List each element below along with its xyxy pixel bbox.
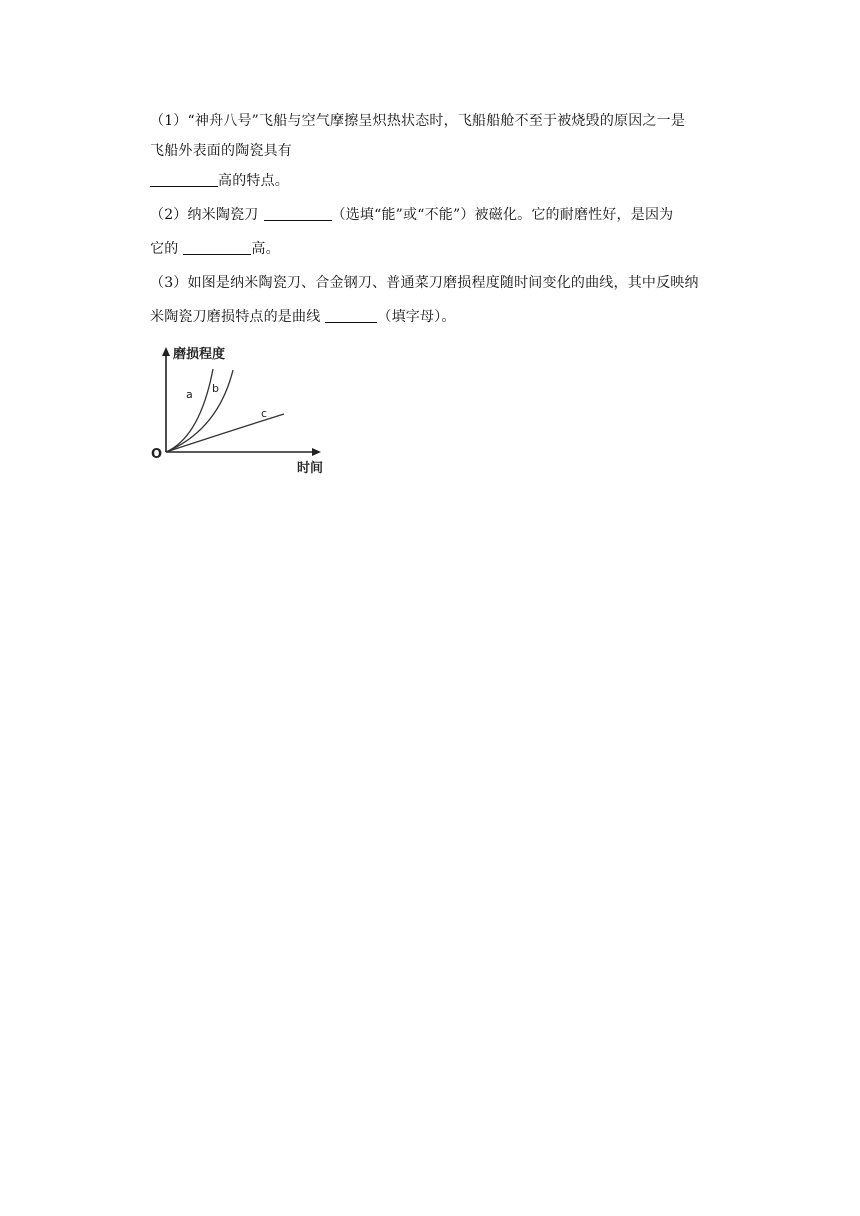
curve-b bbox=[166, 370, 233, 452]
y-axis-label: 磨损程度 bbox=[173, 347, 226, 362]
question-text bbox=[150, 104, 740, 334]
x-axis-arrow-icon bbox=[312, 448, 321, 456]
part1-line2: 飞船外表面的陶瓷具有 bbox=[150, 143, 292, 159]
part3-line1: （3）如图是纳米陶瓷刀、合金钢刀、普通菜刀磨损程度随时间变化的曲线，其中反映纳 bbox=[150, 275, 699, 291]
part3-line2-before: 米陶瓷刀磨损特点的是曲线 bbox=[150, 309, 321, 325]
answer-blank-1[interactable] bbox=[150, 172, 218, 187]
part2-line2-after: 高。 bbox=[251, 241, 280, 257]
part3-line2 bbox=[150, 300, 740, 334]
answer-blank-2[interactable] bbox=[264, 206, 332, 221]
part3-line2-after: （填字母）。 bbox=[377, 309, 456, 325]
part1-line3 bbox=[150, 164, 740, 198]
y-axis-arrow-icon bbox=[162, 347, 170, 356]
origin-label: O bbox=[151, 447, 163, 462]
curve-a-label: a bbox=[186, 388, 193, 401]
curve-c-label: c bbox=[261, 407, 268, 420]
part2-line1-after: （选填“能”或“不能”）被磁化。它的耐磨性好，是因为 bbox=[331, 207, 674, 223]
answer-blank-3[interactable] bbox=[183, 240, 251, 255]
part2-line1 bbox=[150, 198, 740, 232]
part2-line2-before: 它的 bbox=[150, 241, 179, 257]
part1-line3-text: 高的特点。 bbox=[218, 173, 289, 189]
wear-curve-figure bbox=[148, 342, 333, 477]
part2-line1-before: （2）纳米陶瓷刀 bbox=[150, 207, 259, 223]
x-axis-label: 时间 bbox=[297, 461, 324, 476]
part1-line1: （1）“神舟八号”飞船与空气摩擦呈炽热状态时，飞船船舱不至于被烧毁的原因之一是 bbox=[150, 113, 686, 129]
answer-blank-4[interactable] bbox=[325, 308, 377, 323]
curve-b-label: b bbox=[212, 382, 219, 395]
part2-line2 bbox=[150, 232, 740, 266]
